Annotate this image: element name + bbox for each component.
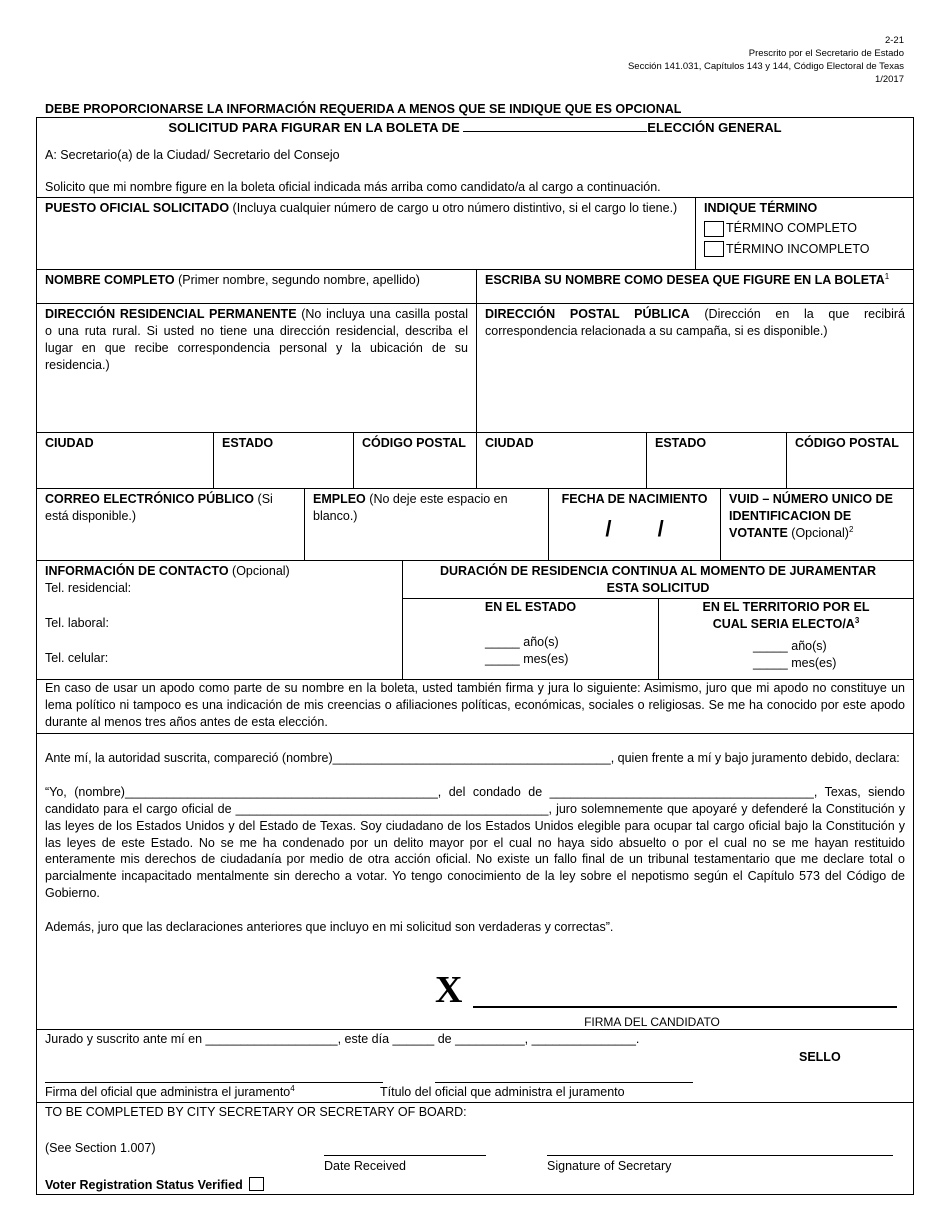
to-line: A: Secretario(a) de la Ciudad/ Secretario del Consejo (45, 148, 340, 162)
work-phone-field[interactable]: Tel. laboral: (45, 615, 109, 630)
candidate-signature-line[interactable] (473, 1006, 897, 1008)
application-form (36, 117, 914, 1195)
candidate-name-field[interactable]: _____________________________________________ (124, 784, 438, 799)
residency-state: EN EL ESTADO _____ año(s) _____ mes(es) (402, 598, 658, 679)
office-field[interactable] (37, 197, 695, 269)
term-full-checkbox[interactable] (704, 221, 724, 237)
affiant-name-field[interactable]: ________________________________________ (332, 751, 611, 765)
email-field[interactable]: CORREO ELECTRÓNICO PÚBLICO (Si está disponible.) (37, 488, 304, 560)
home-phone-field[interactable]: Tel. residencial: (45, 580, 132, 595)
request-line: Solicito que mi nombre figure en la boleta oficial indicada más arriba como candidato/a al cargo a continuación. (45, 180, 661, 194)
voter-verified: Voter Registration Status Verified (45, 1177, 266, 1194)
sworn-line: Jurado y suscrito ante mí en ___________________, este día ______ de __________, _______________. (45, 1032, 640, 1046)
officer-signature-line[interactable] (45, 1082, 383, 1083)
officer-title-line[interactable] (435, 1082, 693, 1083)
officer-title-label: Título del oficial que administra el juramento (380, 1085, 625, 1099)
term-unexpired-option[interactable]: TÉRMINO INCOMPLETO (704, 241, 905, 258)
residency-title: DURACIÓN DE RESIDENCIA CONTINUA AL MOMENTO DE JURAMENTAR ESTA SOLICITUD (402, 560, 913, 598)
residence-state-field[interactable]: ESTADO (213, 432, 353, 488)
voter-verified-checkbox[interactable] (249, 1177, 264, 1191)
county-field[interactable]: ______________________________________ (549, 784, 814, 799)
seal-label: SELLO (799, 1050, 841, 1064)
territory-years-field[interactable]: _____ (753, 638, 788, 653)
required-notice: DEBE PROPORCIONARSE LA INFORMACIÓN REQUERIDA A MENOS QUE SE INDIQUE QUE ES OPCIONAL (45, 102, 682, 116)
signature-x-mark: X (435, 969, 463, 1011)
form-header (628, 34, 904, 86)
sworn-month-field[interactable]: __________ (455, 1032, 525, 1046)
contact-section: INFORMACIÓN DE CONTACTO (Opcional) Tel. residencial: Tel. laboral: Tel. celular: (37, 560, 402, 679)
full-name-field[interactable]: NOMBRE COMPLETO (Primer nombre, segundo nombre, apellido) (37, 269, 476, 303)
further-oath: Además, juro que las declaraciones anteriores que incluyo en mi solicitud son verdaderas y correctas”. (45, 920, 614, 934)
mailing-state-field[interactable]: ESTADO (646, 432, 786, 488)
sworn-year-field[interactable]: _______________ (531, 1032, 636, 1046)
office-note: (Incluya cualquier número de cargo u otro número distintivo, si el cargo lo tiene.) (232, 201, 678, 215)
cell-phone-field[interactable]: Tel. celular: (45, 650, 109, 665)
form-title: SOLICITUD PARA FIGURAR EN LA BOLETA DE ELECCIÓN GENERAL (168, 120, 782, 135)
sworn-place-field[interactable]: ___________________ (205, 1032, 338, 1046)
office-use-header: TO BE COMPLETED BY CITY SECRETARY OR SECRETARY OF BOARD: (45, 1105, 467, 1119)
sworn-day-field[interactable]: ______ (392, 1032, 435, 1046)
form-number: 2-21 (884, 35, 904, 46)
office-label: PUESTO OFICIAL SOLICITADO (45, 201, 230, 215)
residence-address-field[interactable]: DIRECCIÓN RESIDENCIAL PERMANENTE (No incluya una casilla postal o una ruta rural. Si usted no tiene una dirección residencial, describa el lugar en que recibe correspondencia personal y la ubicación de su residencia.) (37, 303, 476, 432)
mailing-city-field[interactable]: CIUDAD (476, 432, 646, 488)
prescribed-by: Prescrito por el Secretario de Estado (748, 48, 904, 59)
oath-section (37, 733, 913, 1029)
residence-city-field[interactable]: CIUDAD (37, 432, 213, 488)
officer-signature-label: Firma del oficial que administra el juramento$^4$ (45, 1084, 295, 1100)
date-received-line[interactable] (324, 1155, 486, 1156)
term-full-option[interactable]: TÉRMINO COMPLETO (704, 220, 905, 237)
see-section: (See Section 1.007) (45, 1141, 156, 1155)
vuid-field[interactable]: VUID – NÚMERO UNICO DE IDENTIFICACION DE VOTANTE (Opcional)$^2$ (720, 488, 913, 560)
appeared-line: Ante mí, la autoridad suscrita, compareció (nombre)________________________________________, quien frente a mí y bajo juramento debido, declara: (45, 751, 900, 765)
term-unexpired-checkbox[interactable] (704, 241, 724, 257)
election-name-field[interactable] (463, 131, 647, 132)
residence-zip-field[interactable]: CÓDIGO POSTAL (353, 432, 476, 488)
dob-field[interactable]: FECHA DE NACIMIENTO / / (548, 488, 720, 560)
state-months-field[interactable]: _____ (485, 651, 520, 666)
residency-territory: EN EL TERRITORIO POR EL CUAL SERIA ELECTO/$A^3$ _____ año(s) _____ mes(es) (658, 598, 913, 679)
territory-months-field[interactable]: _____ (753, 655, 788, 670)
occupation-field[interactable]: EMPLEO (No deje este espacio en blanco.) (304, 488, 548, 560)
oath-text: “Yo, (nombre)_____________________________________________, del condado de ______________________________________, Texas, siendo candidato para el cargo oficial de _____________________________________________, juro solemnemente que apoyaré y defenderé la Constitución y las leyes de los Estados Unidos y del Estado de Texas. Soy ciudadano de los Estados Unidos elegible para ocupar tal cargo oficial bajo la Constitución y las leyes de este Estado. No se me ha condenado por un delito mayor por el cual no haya sido absuelto o por el cual no se me hayan restituido enteramente mis derechos de ciudadanía por medio de otra acción oficial. No existe un fallo final de un tribunal testamentario que me declare total o parcialmente incapacitado mentalmente sin derecho a votar. Yo tengo conocimiento de la ley sobre el nepotismo según el Capítulo 573 del Código de Gobierno. (45, 784, 905, 901)
term-section (695, 197, 913, 269)
nickname-statement: En caso de usar un apodo como parte de su nombre en la boleta, usted también firma y jura lo siguiente: Asimismo, juro que mi apodo no constituye un lema político ni tampoco es una indicación de mis creencias o afiliaciones políticas, económicas, sociales o religiosas. Se me ha conocido por este apodo durante al menos tres años antes de esta elección. (37, 679, 913, 733)
signature-label: FIRMA DEL CANDIDATO (584, 1015, 720, 1029)
term-label: INDIQUE TÉRMINO (704, 201, 818, 215)
oath-office-field[interactable]: _____________________________________________ (235, 801, 549, 816)
secretary-signature-label: Signature of Secretary (547, 1159, 672, 1173)
form-date: 1/2017 (874, 74, 904, 85)
ballot-name-field[interactable]: ESCRIBA SU NOMBRE COMO DESEA QUE FIGURE EN LA BOLETA$^1$ (476, 269, 913, 303)
mailing-zip-field[interactable]: CÓDIGO POSTAL (786, 432, 913, 488)
legal-reference: Sección 141.031, Capítulos 143 y 144, Código Electoral de Texas (627, 61, 904, 72)
date-received-label: Date Received (324, 1159, 406, 1173)
secretary-signature-line[interactable] (547, 1155, 893, 1156)
mailing-address-field[interactable]: DIRECCIÓN POSTAL PÚBLICA (Dirección en la que recibirá correspondencia relacionada a su campaña, si es disponible.) (476, 303, 913, 432)
state-years-field[interactable]: _____ (485, 634, 520, 649)
